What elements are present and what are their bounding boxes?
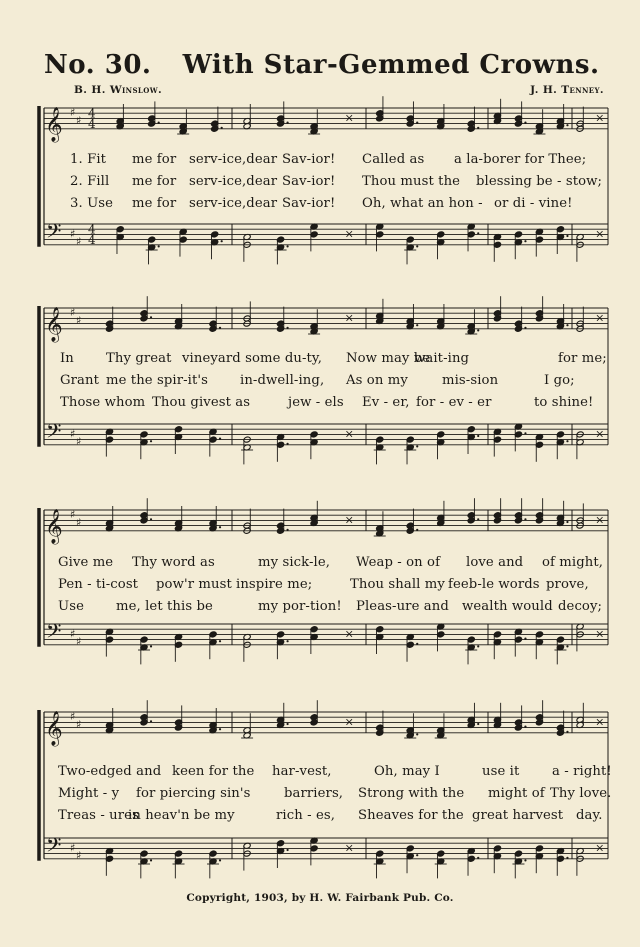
lyric-syllable: serv-ice,dear <box>189 196 278 211</box>
dot-icon <box>524 638 526 640</box>
lyric-syllable: jew - els <box>288 395 344 410</box>
lyric-syllable: Use <box>58 599 84 614</box>
dot-icon <box>524 240 526 242</box>
lyric-syllable: Sav-ior! <box>282 174 336 189</box>
dot-icon <box>416 245 418 247</box>
lyric-syllable: inspire me; <box>236 577 313 592</box>
rest-icon: × <box>595 841 605 855</box>
lyric-syllable: As on my <box>346 373 408 388</box>
lyric-syllable: decoy; <box>558 599 603 614</box>
lyric-syllable: feeb-le words <box>448 577 540 592</box>
treble-clef-icon: 𝄞 <box>45 106 63 142</box>
dot-icon <box>477 232 479 234</box>
lyric-syllable: Thy great <box>106 351 172 366</box>
lyric-syllable: pow'r must <box>156 577 232 592</box>
dot-icon <box>286 122 288 124</box>
rest-icon: × <box>595 227 605 241</box>
lyric-syllable: in-dwell-ing, <box>240 373 325 388</box>
lyric-syllable: serv-ice,dear <box>189 152 278 167</box>
dot-icon <box>477 723 479 725</box>
lyric-syllable: a la-borer for Thee; <box>454 152 587 167</box>
verse-3-line <box>44 196 604 214</box>
sharp-icon: ♯ <box>76 314 82 327</box>
dot-icon <box>566 731 568 733</box>
dot-icon <box>286 327 288 329</box>
dot-icon <box>566 124 568 126</box>
dot-icon <box>150 316 152 318</box>
lyric-syllable: me for <box>132 196 177 211</box>
sharp-icon: ♯ <box>76 718 82 731</box>
rest-icon: × <box>595 111 605 125</box>
verse-1-line <box>44 555 604 573</box>
lyric-syllable: my sick-le, <box>258 555 331 570</box>
sharp-icon: ♯ <box>70 710 76 724</box>
title-row <box>44 50 604 80</box>
dot-icon <box>477 329 479 331</box>
hymn-number: No. 30. <box>44 50 152 80</box>
sharp-icon: ♯ <box>70 627 76 641</box>
dot-icon <box>524 726 526 728</box>
lyric-syllable: barriers, <box>284 786 344 801</box>
bass-clef-icon: 𝄢 <box>46 219 62 248</box>
lyric-syllable: Thou must the <box>362 174 461 189</box>
bass-clef-icon: 𝄢 <box>46 419 62 448</box>
lyric-syllable: Pen - ti-cost <box>58 577 139 592</box>
dot-icon <box>219 640 221 642</box>
lyric-syllable: keen for the <box>172 764 255 779</box>
rest-icon: × <box>344 513 354 527</box>
rest-icon: × <box>344 427 354 441</box>
dot-icon <box>150 859 152 861</box>
music-system-4 <box>36 698 612 888</box>
lyric-syllable: 3. Use <box>70 196 114 211</box>
verse-2-line <box>44 577 604 595</box>
lyric-syllable: in heav'n be my <box>128 808 235 823</box>
treble-clef-icon: 𝄞 <box>45 306 63 342</box>
dot-icon <box>219 526 221 528</box>
lyric-syllable: rich - es, <box>276 808 336 823</box>
lyric-syllable: me, let this be <box>116 599 213 614</box>
sharp-icon: ♯ <box>76 235 82 249</box>
dot-icon <box>416 529 418 531</box>
verse-1-line <box>44 152 604 170</box>
lyric-syllable: Thou givest as <box>152 395 251 410</box>
hymn-title: With Star-Gemmed Crowns. <box>182 50 600 80</box>
lyric-syllable: Might - y <box>58 786 120 801</box>
dot-icon <box>286 443 288 445</box>
lyric-syllable: prove, <box>546 577 589 592</box>
dot-icon <box>150 518 152 520</box>
lyric-syllable: In <box>60 351 74 366</box>
lyricist-credit: B. H. Winslow. <box>74 84 163 96</box>
rest-icon: × <box>344 111 354 125</box>
rest-icon: × <box>595 715 605 729</box>
dot-icon <box>416 854 418 856</box>
verse-3-line <box>44 599 604 617</box>
rest-icon: × <box>595 627 605 641</box>
rest-icon: × <box>344 841 354 855</box>
lyric-syllable: for me; <box>558 351 607 366</box>
dot-icon <box>158 245 160 247</box>
dot-icon <box>566 857 568 859</box>
sharp-icon: ♯ <box>70 227 76 241</box>
lyric-syllable: day. <box>576 808 603 823</box>
dot-icon <box>219 327 221 329</box>
sharp-icon: ♯ <box>76 635 82 649</box>
dot-icon <box>219 438 221 440</box>
sharp-icon: ♯ <box>76 516 82 529</box>
time-signature-numerator: 4 <box>88 222 96 237</box>
dot-icon <box>477 435 479 437</box>
dot-icon <box>416 122 418 124</box>
dot-icon <box>416 445 418 447</box>
dot-icon <box>566 521 568 523</box>
sharp-icon: ♯ <box>76 114 82 127</box>
rest-icon: × <box>595 513 605 527</box>
dot-icon <box>150 720 152 722</box>
lyric-syllable: Ev - er, <box>362 395 410 410</box>
lyric-syllable: to shine! <box>534 395 594 410</box>
dot-icon <box>286 529 288 531</box>
sharp-icon: ♯ <box>70 106 76 120</box>
music-system-3 <box>36 496 612 676</box>
lyric-syllable: for piercing sin's <box>136 786 251 801</box>
lyric-syllable: Thy love. <box>550 786 612 801</box>
dot-icon <box>566 645 568 647</box>
lyric-syllable: 2. Fill <box>70 174 110 189</box>
sharp-icon: ♯ <box>76 849 82 863</box>
lyric-syllable: me for <box>132 174 177 189</box>
dot-icon <box>566 440 568 442</box>
treble-clef-icon: 𝄞 <box>45 710 63 746</box>
verse-3-line <box>44 395 604 413</box>
dot-icon <box>286 723 288 725</box>
music-system-2 <box>36 296 612 476</box>
lyric-syllable: Weap - on of <box>356 555 441 570</box>
dot-icon <box>286 640 288 642</box>
time-signature-denominator: 4 <box>88 116 96 131</box>
dot-icon <box>219 859 221 861</box>
lyric-syllable: blessing be - stow; <box>476 174 603 189</box>
rest-icon: × <box>595 427 605 441</box>
lyric-syllable: use it <box>482 764 520 779</box>
dot-icon <box>477 518 479 520</box>
time-signature-numerator: 4 <box>88 106 96 121</box>
lyric-syllable: Now may be <box>346 351 431 366</box>
dot-icon <box>221 240 223 242</box>
lyric-syllable: Two-edged and <box>58 764 162 779</box>
lyric-syllable: vineyard some du-ty, <box>182 351 323 366</box>
lyric-syllable: har-vest, <box>272 764 332 779</box>
verse-1-line <box>44 351 607 369</box>
dot-icon <box>566 235 568 237</box>
sharp-icon: ♯ <box>70 841 76 855</box>
lyric-syllable: Called as <box>362 152 425 167</box>
lyric-syllable: or di - vine! <box>494 196 573 211</box>
lyric-syllable: me for <box>132 152 177 167</box>
bass-clef-icon: 𝄢 <box>46 833 62 862</box>
lyric-syllable: Grant <box>60 373 99 388</box>
dot-icon <box>150 440 152 442</box>
dot-icon <box>286 245 288 247</box>
dot-icon <box>416 324 418 326</box>
verse-2-line <box>44 373 604 391</box>
lyric-syllable: wait-ing <box>414 351 470 366</box>
lyric-syllable: Pleas-ure and <box>356 599 449 614</box>
verse-1-line <box>44 764 612 782</box>
lyric-syllable: great harvest <box>472 808 564 823</box>
dot-icon <box>221 127 223 129</box>
lyric-syllable: Oh, what an hon - <box>362 196 483 211</box>
lyric-syllable: Strong with the <box>358 786 465 801</box>
sharp-icon: ♯ <box>70 306 76 320</box>
dot-icon <box>524 859 526 861</box>
dot-icon <box>416 643 418 645</box>
lyric-syllable: Those whom <box>60 395 146 410</box>
lyric-syllable: I go; <box>544 373 575 388</box>
lyric-syllable: Sav-ior! <box>282 152 336 167</box>
verse-3-line <box>44 808 604 826</box>
dot-icon <box>286 849 288 851</box>
copyright-notice: Copyright, 1903, by H. W. Fairbank Pub. Co. <box>186 892 454 904</box>
lyric-syllable: serv-ice,dear <box>189 174 278 189</box>
lyric-syllable: my por-tion! <box>258 599 342 614</box>
dot-icon <box>524 327 526 329</box>
lyric-syllable: Give me <box>58 555 114 570</box>
dot-icon <box>219 728 221 730</box>
lyric-syllable: of might, <box>542 555 604 570</box>
bass-clef-icon: 𝄢 <box>46 619 62 648</box>
dot-icon <box>566 324 568 326</box>
lyric-syllable: mis-sion <box>442 373 499 388</box>
rest-icon: × <box>344 715 354 729</box>
lyric-syllable: love and <box>466 555 524 570</box>
dot-icon <box>524 432 526 434</box>
dot-icon <box>477 645 479 647</box>
sharp-icon: ♯ <box>76 435 82 449</box>
treble-clef-icon: 𝄞 <box>45 508 63 544</box>
dot-icon <box>477 127 479 129</box>
lyric-syllable: Treas - ures <box>58 808 139 823</box>
rest-icon: × <box>595 311 605 325</box>
dot-icon <box>150 645 152 647</box>
dot-icon <box>477 857 479 859</box>
sharp-icon: ♯ <box>70 508 76 522</box>
music-system-1 <box>36 96 612 276</box>
lyric-syllable: Sheaves for the <box>358 808 464 823</box>
lyric-syllable: Thy word as <box>132 555 215 570</box>
rest-icon: × <box>344 311 354 325</box>
composer-credit: J. H. Tenney. <box>530 84 604 96</box>
lyric-syllable: a - right! <box>552 764 612 779</box>
lyric-syllable: 1. Fit <box>70 152 107 167</box>
dot-icon <box>524 518 526 520</box>
lyric-syllable: wealth would <box>462 599 553 614</box>
rest-icon: × <box>344 627 354 641</box>
verse-2-line <box>44 786 612 804</box>
time-signature-denominator: 4 <box>88 232 96 247</box>
lyric-syllable: Oh, may I <box>374 764 440 779</box>
dot-icon <box>524 122 526 124</box>
lyric-syllable: Sav-ior! <box>282 196 336 211</box>
lyric-syllable: might of <box>488 786 545 801</box>
lyric-syllable: me the spir-it's <box>106 373 208 388</box>
lyric-syllable: for - ev - er <box>416 395 492 410</box>
lyric-syllable: Thou shall my <box>350 577 445 592</box>
verse-2-line <box>44 174 604 192</box>
sharp-icon: ♯ <box>70 427 76 441</box>
rest-icon: × <box>344 227 354 241</box>
dot-icon <box>416 733 418 735</box>
dot-icon <box>158 122 160 124</box>
